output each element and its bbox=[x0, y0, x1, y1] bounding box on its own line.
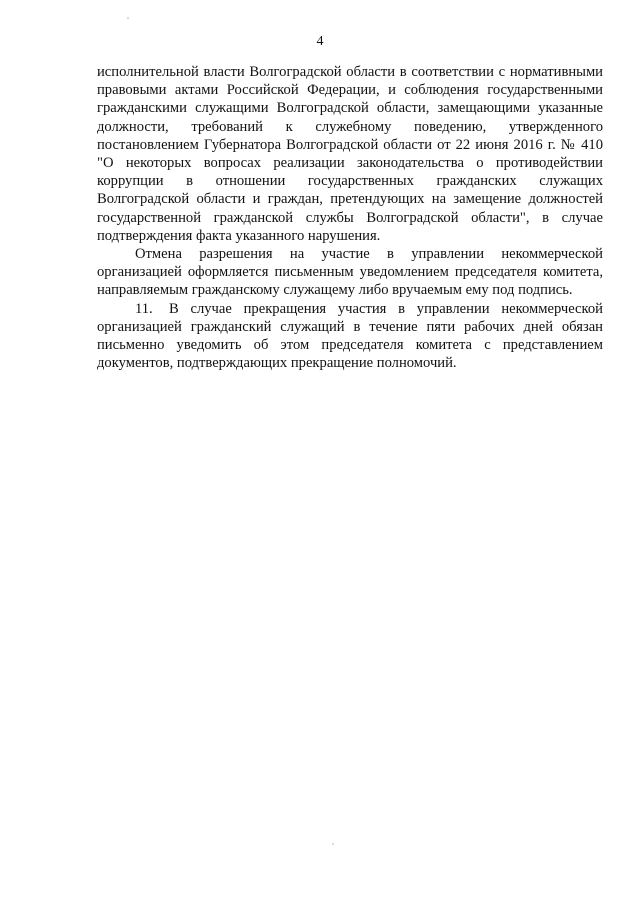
cancellation-paragraph: Отмена разрешения на участие в управлении некоммерческой организацией оформляется письменным уведомлением председателя комитета, направляемым гражданскому служащему либо вручаемым ему под подпись. bbox=[97, 246, 603, 299]
item-11-number: 11. bbox=[135, 300, 153, 317]
item-11-text: В случае прекращения участия в управлении некоммерческой организацией гражданский служащий в течение пяти рабочих дней обязан письменно уведомить об этом председателя комитета с представлением документов, подтверждающих прекращение полномочий. bbox=[97, 300, 603, 372]
continuation-paragraph: исполнительной власти Волгоградской области в соответствии с нормативными правовыми актами Российской Федерации, и соблюдения государственными гражданскими служащими Волгоградской области, замещающими указанные должности, требований к служебному поведению, утвержденного постановлением Губернатора Волгоградской области от 22 июня 2016 г. № 410 "О некоторых вопросах реализации законодательства о противодействии коррупции в отношении государственных гражданских служащих Волгоградской области и граждан, претендующих на замещение должностей государственной гражданской службы Волгоградской области", в случае подтверждения факта указанного нарушения. bbox=[97, 64, 603, 244]
document-body bbox=[97, 63, 603, 372]
page-number: 4 bbox=[316, 34, 324, 49]
scan-speck bbox=[127, 17, 129, 19]
scan-speck bbox=[332, 843, 334, 845]
item-11-paragraph bbox=[97, 300, 603, 373]
